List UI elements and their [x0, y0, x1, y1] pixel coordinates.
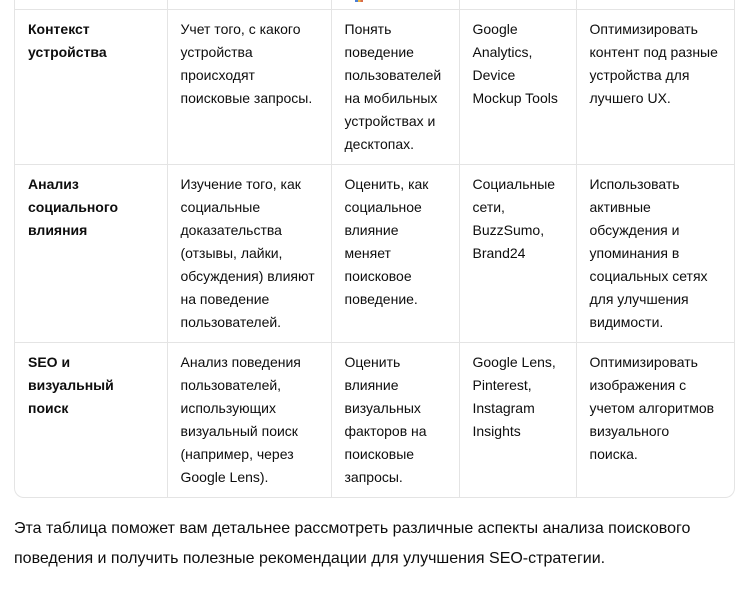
cell-goal: Оценить влияние визуальных факторов на поисковые запросы. — [331, 343, 459, 498]
cutoff-row — [15, 0, 734, 10]
cutoff-cell — [167, 0, 331, 10]
seo-analysis-table — [14, 0, 735, 498]
closing-paragraph: Эта таблица поможет вам детальнее рассмотреть различные аспекты анализа поискового поведения и получить полезные рекомендации для улучшения SEO-стратегии. — [14, 520, 691, 567]
cell-goal: Понять поведение пользователей на мобильных устройствах и десктопах. — [331, 10, 459, 165]
cell-recommendation: Оптимизировать изображения с учетом алгоритмов визуального поиска. — [576, 343, 734, 498]
table-row — [15, 165, 734, 343]
cell-description: Учет того, с какого устройства происходят поисковые запросы. — [167, 10, 331, 165]
cell-description: Изучение того, как социальные доказательства (отзывы, лайки, обсуждения) влияют на поведение пользователей. — [167, 165, 331, 343]
cutoff-cell — [576, 0, 734, 10]
cell-aspect: Анализ социального влияния — [15, 165, 167, 343]
cell-aspect: SEO и визуальный поиск — [15, 343, 167, 498]
cell-recommendation: Оптимизировать контент под разные устройства для лучшего UX. — [576, 10, 734, 165]
cutoff-cell — [331, 0, 459, 10]
cutoff-cell — [15, 0, 167, 10]
cutoff-emoji-icon — [355, 0, 363, 2]
table-row — [15, 10, 734, 165]
cell-description: Анализ поведения пользователей, использующих визуальный поиск (например, через Google Lens). — [167, 343, 331, 498]
cutoff-cell — [459, 0, 576, 10]
cell-tools: Google Analytics, Device Mockup Tools — [459, 10, 576, 165]
table-grid — [15, 0, 734, 497]
cell-goal: Оценить, как социальное влияние меняет поисковое поведение. — [331, 165, 459, 343]
cell-aspect: Контекст устройства — [15, 10, 167, 165]
cell-tools: Социальные сети, BuzzSumo, Brand24 — [459, 165, 576, 343]
cell-tools: Google Lens, Pinterest, Instagram Insights — [459, 343, 576, 498]
table-row — [15, 343, 734, 498]
cell-recommendation: Использовать активные обсуждения и упоминания в социальных сетях для улучшения видимости. — [576, 165, 734, 343]
